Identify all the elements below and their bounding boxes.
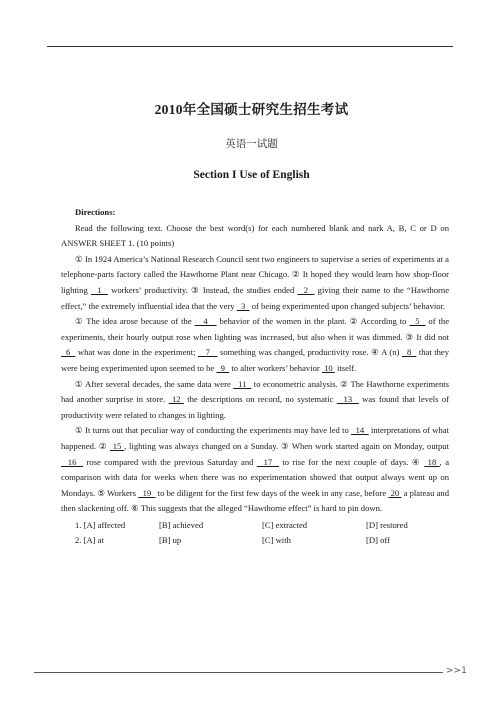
passage-text: to be diligent for the first few days of the week in any case, before bbox=[155, 487, 389, 498]
answer-blank: 9 bbox=[216, 362, 230, 373]
option-choice: [D] restored bbox=[366, 519, 408, 530]
section-heading: Section I Use of English bbox=[193, 169, 310, 181]
answer-blank: 14 bbox=[351, 425, 369, 436]
passage-text: , a comparison with data for weeks when there was no experimentation showed that output always went up on Mondays. ⑤ Workers bbox=[61, 456, 450, 498]
passage-text: ① The idea arose because of the bbox=[75, 316, 195, 327]
option-choice: 2. [A] at bbox=[75, 535, 104, 546]
passage-text: to rise for the next couple of days. ④ bbox=[279, 456, 425, 467]
exam-content bbox=[61, 205, 449, 549]
answer-blank: 4 bbox=[194, 316, 217, 327]
answer-blank: 11 bbox=[233, 378, 252, 389]
answer-blank: 20 bbox=[388, 487, 402, 498]
directions-heading: Directions: bbox=[75, 207, 116, 217]
passage-paragraph bbox=[61, 377, 449, 424]
passage-paragraph bbox=[61, 252, 449, 314]
option-row bbox=[75, 533, 449, 549]
answer-blank: 15 bbox=[109, 440, 125, 451]
option-choice: [C] with bbox=[262, 535, 291, 546]
option-choice: [C] extracted bbox=[262, 519, 308, 530]
passage-text: to econometric analysis. ② The Hawthorne experiments had another surprise in store. bbox=[61, 378, 449, 405]
passage-text: workers’ productivity. ③ Instead, the studies ended bbox=[107, 284, 298, 295]
page-number: >>1 bbox=[446, 666, 467, 676]
passage-text: rose compared with the previous Saturday and bbox=[83, 456, 257, 467]
answer-blank: 18 bbox=[424, 456, 440, 467]
answer-blank: 5 bbox=[409, 316, 426, 327]
directions bbox=[61, 205, 449, 252]
option-choice: 1. [A] affected bbox=[75, 519, 126, 530]
answer-options bbox=[75, 518, 449, 549]
passage-text: ① After several decades, the same data were bbox=[75, 378, 234, 389]
passage-text: to alter workers’ behavior bbox=[229, 362, 322, 373]
passage-text: of being experimented upon changed subjects’ behavior. bbox=[249, 300, 446, 311]
header-rule bbox=[47, 46, 453, 47]
passage-text: was found that levels of productivity were related to changes in lighting. bbox=[61, 394, 450, 420]
answer-blank: 13 bbox=[336, 394, 359, 405]
answer-blank: 3 bbox=[236, 300, 250, 311]
passage-text: ① In 1924 America’s National Research Council sent two engineers to supervise a series of experiments at a telephone-parts factory called the Hawthorne Plant near Chicago. ② It hoped they would learn how shop-floor lighting bbox=[61, 253, 449, 295]
passage-text: , lighting was always changed on a Sunday. ③ When work started again on Monday, output bbox=[124, 440, 449, 451]
exam-subtitle: 英语一试题 bbox=[225, 138, 278, 150]
passage-text: interpretations of what happened. ② bbox=[61, 425, 450, 451]
passage bbox=[61, 252, 449, 517]
passage-text: of the experiments, their hourly output rose when lighting was increased, but also when it was dimmed. ③ It did not bbox=[61, 316, 450, 342]
passage-text: itself. bbox=[334, 362, 357, 373]
answer-blank: 8 bbox=[401, 347, 417, 358]
passage-text: behavior of the women in the plant. ② According to bbox=[216, 316, 410, 327]
passage-text: giving their name to the “Hawthorne effect,” the extremely influential idea that the very bbox=[61, 284, 450, 311]
answer-blank: 17 bbox=[256, 456, 280, 467]
passage-text: something was changed, productivity rose. ④ A (n) bbox=[217, 347, 402, 358]
passage-text: that they were being experimented upon seemed to be bbox=[61, 347, 450, 373]
footer-rule bbox=[34, 672, 443, 673]
option-choice: [B] achieved bbox=[159, 519, 204, 530]
option-choice: [D] off bbox=[366, 535, 390, 546]
passage-text: ① It turns out that peculiar way of conducting the experiments may have led to bbox=[75, 425, 352, 436]
passage-text: what was done in the experiment; bbox=[75, 347, 199, 358]
passage-text: a plateau and then slackening off. ⑥ This suggests that the alleged “Hawthorne effect” is hard to pin down. bbox=[61, 487, 450, 514]
exam-title: 2010年全国硕士研究生招生考试 bbox=[154, 102, 349, 117]
answer-blank: 12 bbox=[168, 394, 184, 405]
passage-paragraph bbox=[61, 314, 449, 376]
answer-blank: 1 bbox=[90, 284, 108, 295]
passage-paragraph bbox=[61, 423, 449, 517]
option-row bbox=[75, 518, 449, 534]
answer-blank: 16 bbox=[61, 456, 84, 467]
directions-text: Read the following text. Choose the best word(s) for each numbered blank and nark A, B, C or D on ANSWER SHEET 1. (10 points) bbox=[61, 222, 449, 249]
answer-blank: 10 bbox=[321, 362, 335, 373]
answer-blank: 6 bbox=[61, 347, 76, 358]
option-choice: [B] up bbox=[159, 535, 182, 546]
answer-blank: 19 bbox=[138, 487, 156, 498]
passage-text: the descriptions on record, no systematic bbox=[183, 394, 337, 405]
answer-blank: 7 bbox=[198, 347, 218, 358]
answer-blank: 2 bbox=[297, 284, 315, 295]
